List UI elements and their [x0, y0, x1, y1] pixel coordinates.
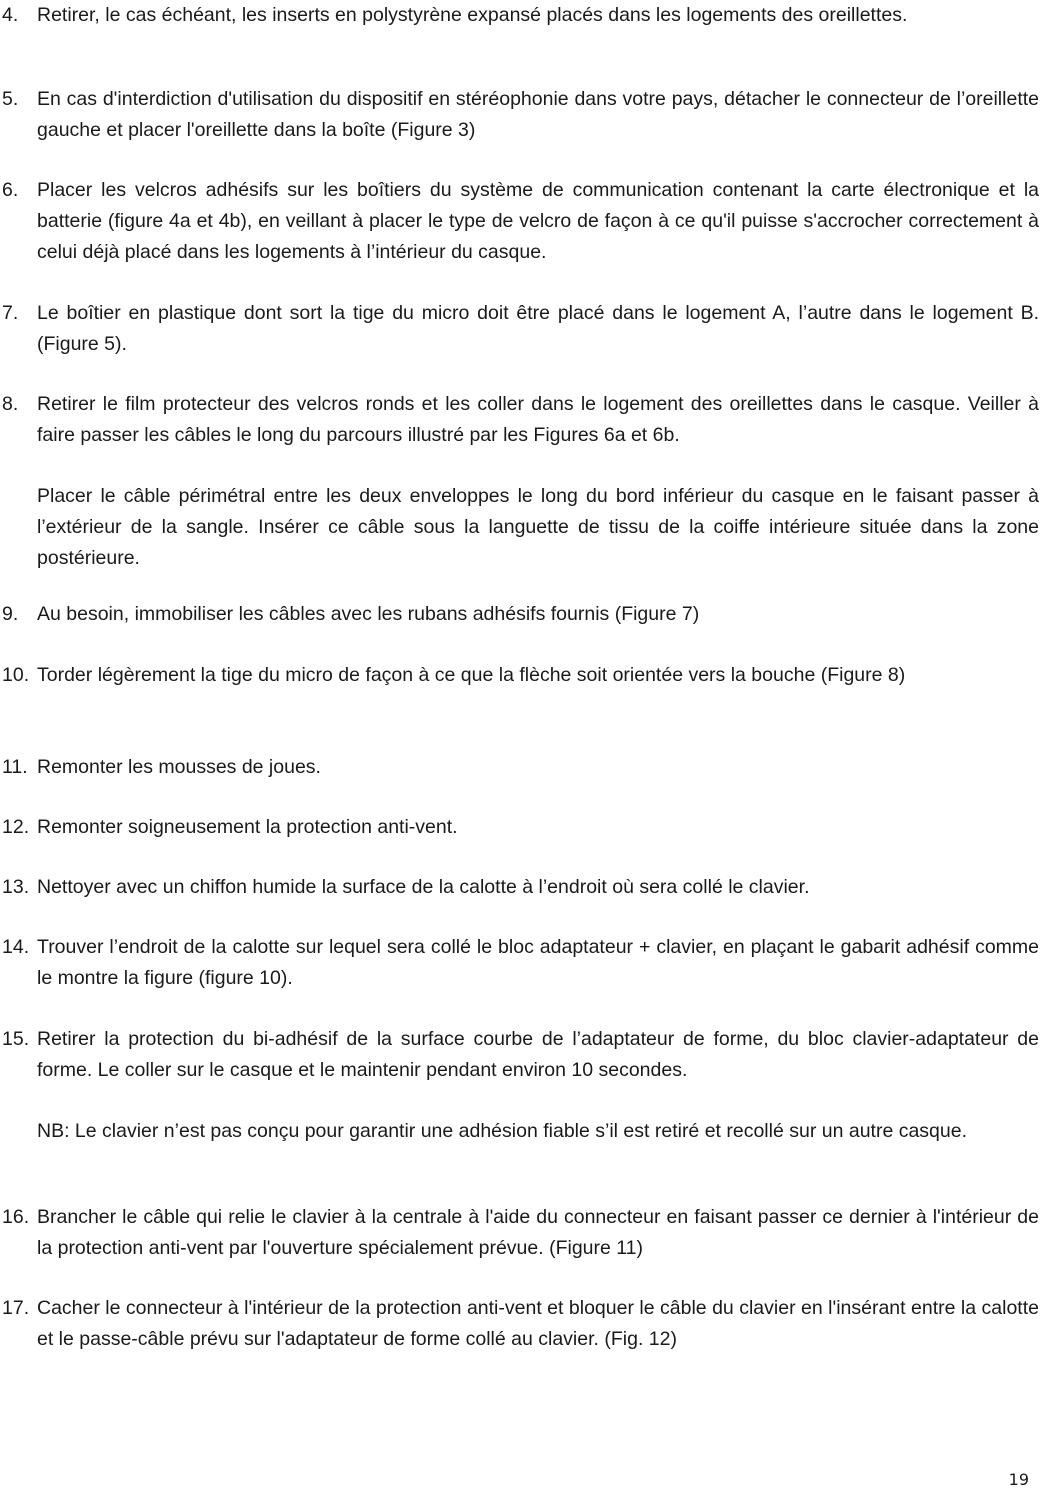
page-number: 19 [1008, 1470, 1029, 1489]
item-number: 13. [2, 876, 30, 898]
item-number: 7. [2, 302, 19, 324]
item-text: Trouver l’endroit de la calotte sur lequel sera collé le bloc adaptateur + clavier, en plaçant le gabarit adhésif comme le montre la figure (figure 10). [37, 936, 1039, 989]
item-text: Brancher le câble qui relie le clavier à la centrale à l'aide du connecteur en faisant passer ce dernier à l'intérieur de la protection anti-vent par l'ouverture spécialement prévue. (Figure 11) [37, 1206, 1039, 1259]
item-text: Cacher le connecteur à l'intérieur de la protection anti-vent et bloquer le câble du clavier en l'insérant entre la calotte et le passe-câble prévu sur l'adaptateur de forme collé au clavier. (Fig. 12) [37, 1297, 1039, 1350]
item-subparagraph: NB: Le clavier n’est pas conçu pour garantir une adhésion fiable s’il est retiré et recollé sur un autre casque. [37, 1120, 968, 1142]
item-text: Remonter les mousses de joues. [37, 756, 321, 778]
item-number: 4. [2, 4, 19, 26]
item-text: Torder légèrement la tige du micro de façon à ce que la flèche soit orientée vers la bouche (Figure 8) [37, 664, 906, 686]
item-number: 16. [2, 1206, 30, 1228]
item-subparagraph: Placer le câble périmétral entre les deux enveloppes le long du bord inférieur du casque en le faisant passer à l’extérieur de la sangle. Insérer ce câble sous la languette de tissu de la coiffe intérieure située dans la zone postérieure. [37, 485, 1039, 569]
item-number: 10. [2, 664, 30, 686]
item-number: 17. [2, 1297, 30, 1319]
item-number: 6. [2, 179, 19, 201]
item-text: Au besoin, immobiliser les câbles avec les rubans adhésifs fournis (Figure 7) [37, 603, 700, 625]
item-text: Retirer la protection du bi-adhésif de la surface courbe de l’adaptateur de forme, du bloc clavier-adaptateur de forme. Le coller sur le casque et le maintenir pendant environ 10 secondes. [37, 1028, 1039, 1081]
item-number: 15. [2, 1028, 30, 1050]
item-number: 14. [2, 936, 30, 958]
item-number: 12. [2, 816, 30, 838]
item-text: Placer les velcros adhésifs sur les boîtiers du système de communication contenant la carte électronique et la batterie (figure 4a et 4b), en veillant à placer le type de velcro de façon à ce qu'il puisse s'accrocher correctement à celui déjà placé dans les logements à l’intérieur du casque. [37, 179, 1039, 263]
item-text: En cas d'interdiction d'utilisation du dispositif en stéréophonie dans votre pays, détacher le connecteur de l’oreillette gauche et placer l'oreillette dans la boîte (Figure 3) [37, 88, 1039, 141]
item-text: Nettoyer avec un chiffon humide la surface de la calotte à l’endroit où sera collé le clavier. [37, 876, 810, 898]
item-number: 9. [2, 603, 19, 625]
item-text: Le boîtier en plastique dont sort la tige du micro doit être placé dans le logement A, l’autre dans le logement B. (Figure 5). [37, 302, 1039, 355]
item-number: 11. [2, 756, 28, 778]
item-text: Remonter soigneusement la protection anti-vent. [37, 816, 458, 838]
item-text: Retirer, le cas échéant, les inserts en polystyrène expansé placés dans les logements des oreillettes. [37, 4, 908, 26]
item-number: 5. [2, 88, 19, 110]
item-text: Retirer le film protecteur des velcros ronds et les coller dans le logement des oreillettes dans le casque. Veiller à faire passer les câbles le long du parcours illustré par les Figures 6a et 6b. [37, 393, 1039, 446]
item-number: 8. [2, 393, 19, 415]
